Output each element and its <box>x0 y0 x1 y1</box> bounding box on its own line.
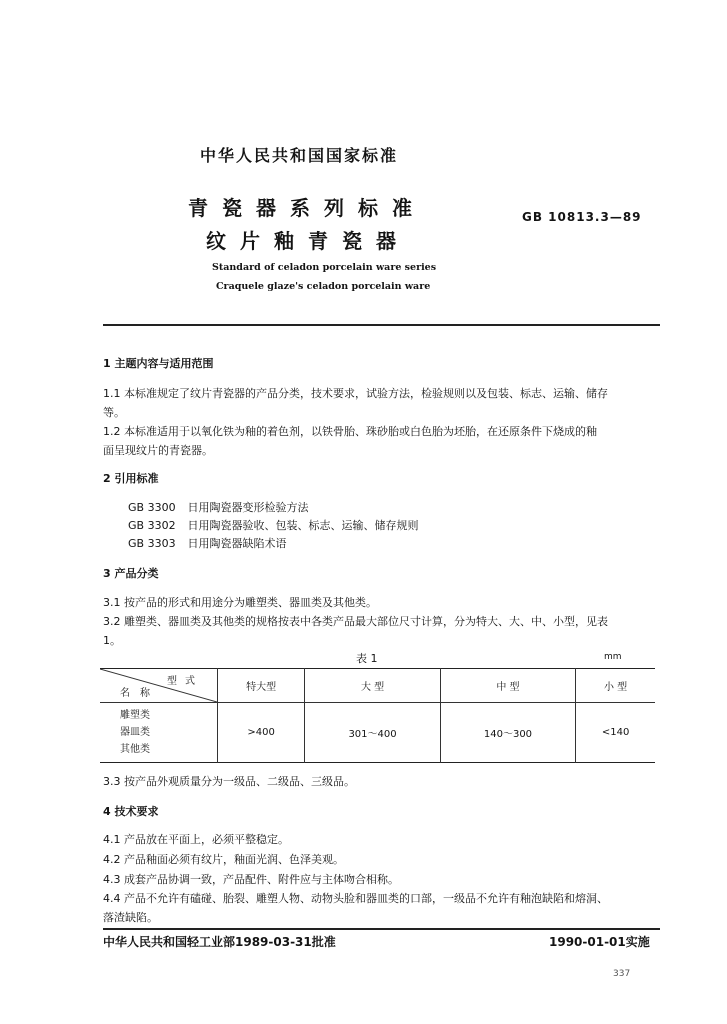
national-standard-heading: 中华人民共和国国家标准 <box>200 146 399 165</box>
reference-item <box>128 517 419 533</box>
section-3-heading: 3 产品分类 <box>103 567 159 580</box>
table-unit: mm <box>604 652 622 662</box>
corner-bottom-label: 名称 <box>120 688 160 699</box>
clause-1-2-line-1: 1.2 本标准适用于以氧化铁为釉的着色剂，以铁骨胎、珠砂胎或白色胎为坯胎，在还原条件下烧成的釉 <box>103 425 597 438</box>
table-corner-cell <box>100 669 218 703</box>
clause-3-2-line-2: 1。 <box>103 634 121 647</box>
reference-title: 日用陶瓷器验收、包装、标志、运输、储存规则 <box>187 519 419 532</box>
implementation-date: 1990-01-01实施 <box>549 935 650 949</box>
english-title-line-1: Standard of celadon porcelain ware series <box>212 262 437 273</box>
row-name-cell <box>100 703 218 763</box>
row-name: 雕塑类 <box>120 710 150 721</box>
clause-4-2: 4.2 产品釉面必须有纹片，釉面光润、色泽美观。 <box>103 853 344 866</box>
reference-item <box>128 535 287 551</box>
title-line-1: 青瓷器系列标准 <box>188 196 426 220</box>
section-4-heading: 4 技术要求 <box>103 805 159 818</box>
approval-line: 中华人民共和国轻工业部1989-03-31批准 <box>103 935 336 949</box>
clause-4-4-line-1: 4.4 产品不允许有磕碰、胎裂、雕塑人物、动物头脸和器皿类的口部，一级品不允许有釉泡缺陷和熔洞、 <box>103 892 608 905</box>
table-cell: 301～400 <box>305 703 440 763</box>
clause-3-1: 3.1 按产品的形式和用途分为雕塑类、器皿类及其他类。 <box>103 596 377 609</box>
footer-rule <box>103 928 660 930</box>
clause-1-1-line-2: 等。 <box>103 406 125 419</box>
reference-code: GB 3302 <box>128 519 176 532</box>
clause-4-3: 4.3 成套产品协调一致，产品配件、附件应与主体吻合相称。 <box>103 873 399 886</box>
reference-title: 日用陶瓷器变形检验方法 <box>187 501 309 514</box>
english-title-line-2: Craquele glaze's celadon porcelain ware <box>216 281 431 292</box>
column-header: 大 型 <box>305 669 440 703</box>
table-cell: 140～300 <box>440 703 575 763</box>
clause-1-1-line-1: 1.1 本标准规定了纹片青瓷器的产品分类，技术要求，试验方法，检验规则以及包装、标志、运输、储存 <box>103 387 608 400</box>
table-caption: 表 1 <box>356 652 378 665</box>
header-rule <box>103 324 660 326</box>
row-name: 其他类 <box>120 744 150 755</box>
reference-code: GB 3303 <box>128 537 176 550</box>
row-name: 器皿类 <box>120 727 150 738</box>
table-cell: <140 <box>576 703 655 763</box>
clause-4-4-line-2: 落渣缺陷。 <box>103 911 158 924</box>
page-number: 337 <box>613 969 631 979</box>
standard-code: GB 10813.3—89 <box>522 210 642 224</box>
clause-1-2-line-2: 面呈现纹片的青瓷器。 <box>103 444 213 457</box>
table-cell: >400 <box>218 703 305 763</box>
table-header-row <box>100 669 655 703</box>
reference-title: 日用陶瓷器缺陷术语 <box>187 537 287 550</box>
corner-top-label: 型式 <box>167 676 203 687</box>
size-classification-table <box>100 668 655 763</box>
section-2-heading: 2 引用标准 <box>103 472 159 485</box>
column-header: 特大型 <box>218 669 305 703</box>
title-line-2: 纹片釉青瓷器 <box>206 229 410 253</box>
table-row <box>100 703 655 763</box>
clause-4-1: 4.1 产品放在平面上，必须平整稳定。 <box>103 833 289 846</box>
reference-code: GB 3300 <box>128 501 176 514</box>
clause-3-2-line-1: 3.2 雕塑类、器皿类及其他类的规格按表中各类产品最大部位尺寸计算，分为特大、大、中、小型，见表 <box>103 615 608 628</box>
column-header: 中 型 <box>440 669 575 703</box>
column-header: 小 型 <box>576 669 655 703</box>
reference-item <box>128 499 309 515</box>
clause-3-3: 3.3 按产品外观质量分为一级品、二级品、三级品。 <box>103 775 355 788</box>
section-1-heading: 1 主题内容与适用范围 <box>103 357 214 370</box>
